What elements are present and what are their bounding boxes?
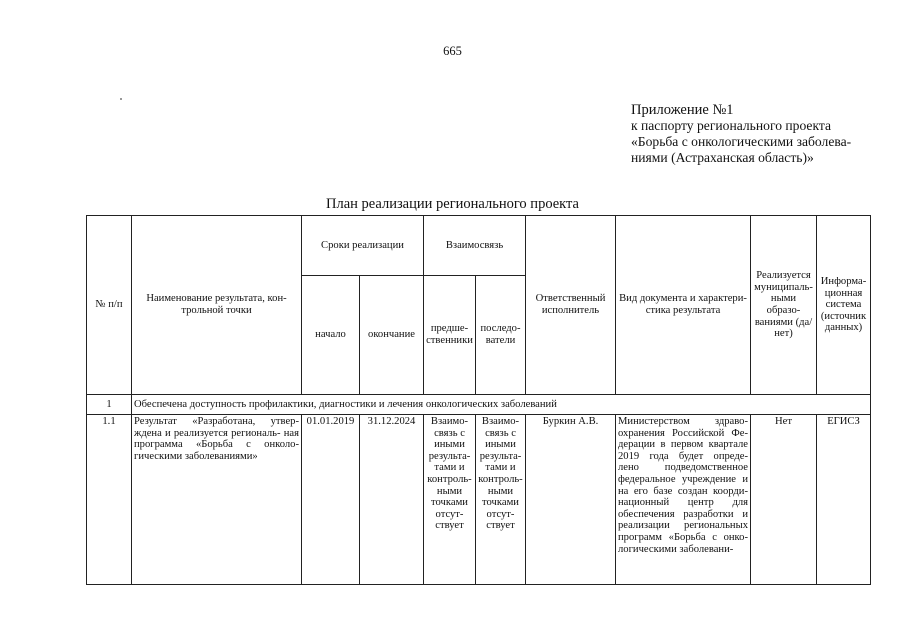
header-responsible: Ответственный исполнитель: [526, 216, 616, 395]
row-num: 1.1: [87, 415, 132, 585]
page-number: 665: [443, 44, 462, 58]
appendix-line: ниями (Астраханская область)»: [631, 150, 814, 165]
header-successors: последо- ватели: [476, 276, 526, 395]
header-info-system: Информа- ционная система (источник данных): [817, 216, 871, 395]
row-municipal: Нет: [751, 415, 817, 585]
row-document: Министерством здраво- охранения Российской Фе- дерации в первом квартале 2019 года будет опреде- лено подведомственное федеральное учреждение и на его базе создан коорди- национный центр для обеспечения разработки и реализации региональных программ «Борьба с онко- логическими заболевани-: [616, 415, 751, 585]
appendix-block: [631, 102, 851, 166]
header-predecessors: предше- ственники: [424, 276, 476, 395]
section-title: Обеспечена доступность профилактики, диагностики и лечения онкологических заболеваний: [132, 395, 871, 415]
row-info-system: ЕГИСЗ: [817, 415, 871, 585]
appendix-line: «Борьба с онкологическими заболева-: [631, 134, 852, 149]
row-predecessors: Взаимо- связь с иными результа- тами и контроль- ными точками отсут- ствует: [424, 415, 476, 585]
header-document: Вид документа и характери- стика результата: [616, 216, 751, 395]
row-name: Результат «Разработана, утвер- ждена и реализуется региональ- ная программа «Борьба с онколо- гическими заболеваниями»: [132, 415, 302, 585]
plan-table: [86, 215, 871, 585]
row-start: 01.01.2019: [302, 415, 360, 585]
section-num: 1: [87, 395, 132, 415]
header-terms: Сроки реализации: [302, 216, 424, 276]
header-link: Взаимосвязь: [424, 216, 526, 276]
table-row: [87, 415, 871, 585]
row-end: 31.12.2024: [360, 415, 424, 585]
section-row: [87, 395, 871, 415]
appendix-line: к паспорту регионального проекта: [631, 118, 832, 133]
header-num: № п/п: [87, 216, 132, 395]
scan-speck: [120, 98, 122, 100]
header-row-1: [87, 216, 871, 276]
row-responsible: Буркин А.В.: [526, 415, 616, 585]
header-end: окончание: [360, 276, 424, 395]
header-municipal: Реализуется муниципаль- ными образо- ваниями (да/нет): [751, 216, 817, 395]
appendix-title: Приложение №1: [631, 102, 734, 118]
header-name: Наименование результата, кон- трольной точки: [132, 216, 302, 395]
header-start: начало: [302, 276, 360, 395]
document-title: План реализации регионального проекта: [326, 196, 579, 212]
row-successors: Взаимо- связь с иными результа- тами и контроль- ными точками отсут- ствует: [476, 415, 526, 585]
